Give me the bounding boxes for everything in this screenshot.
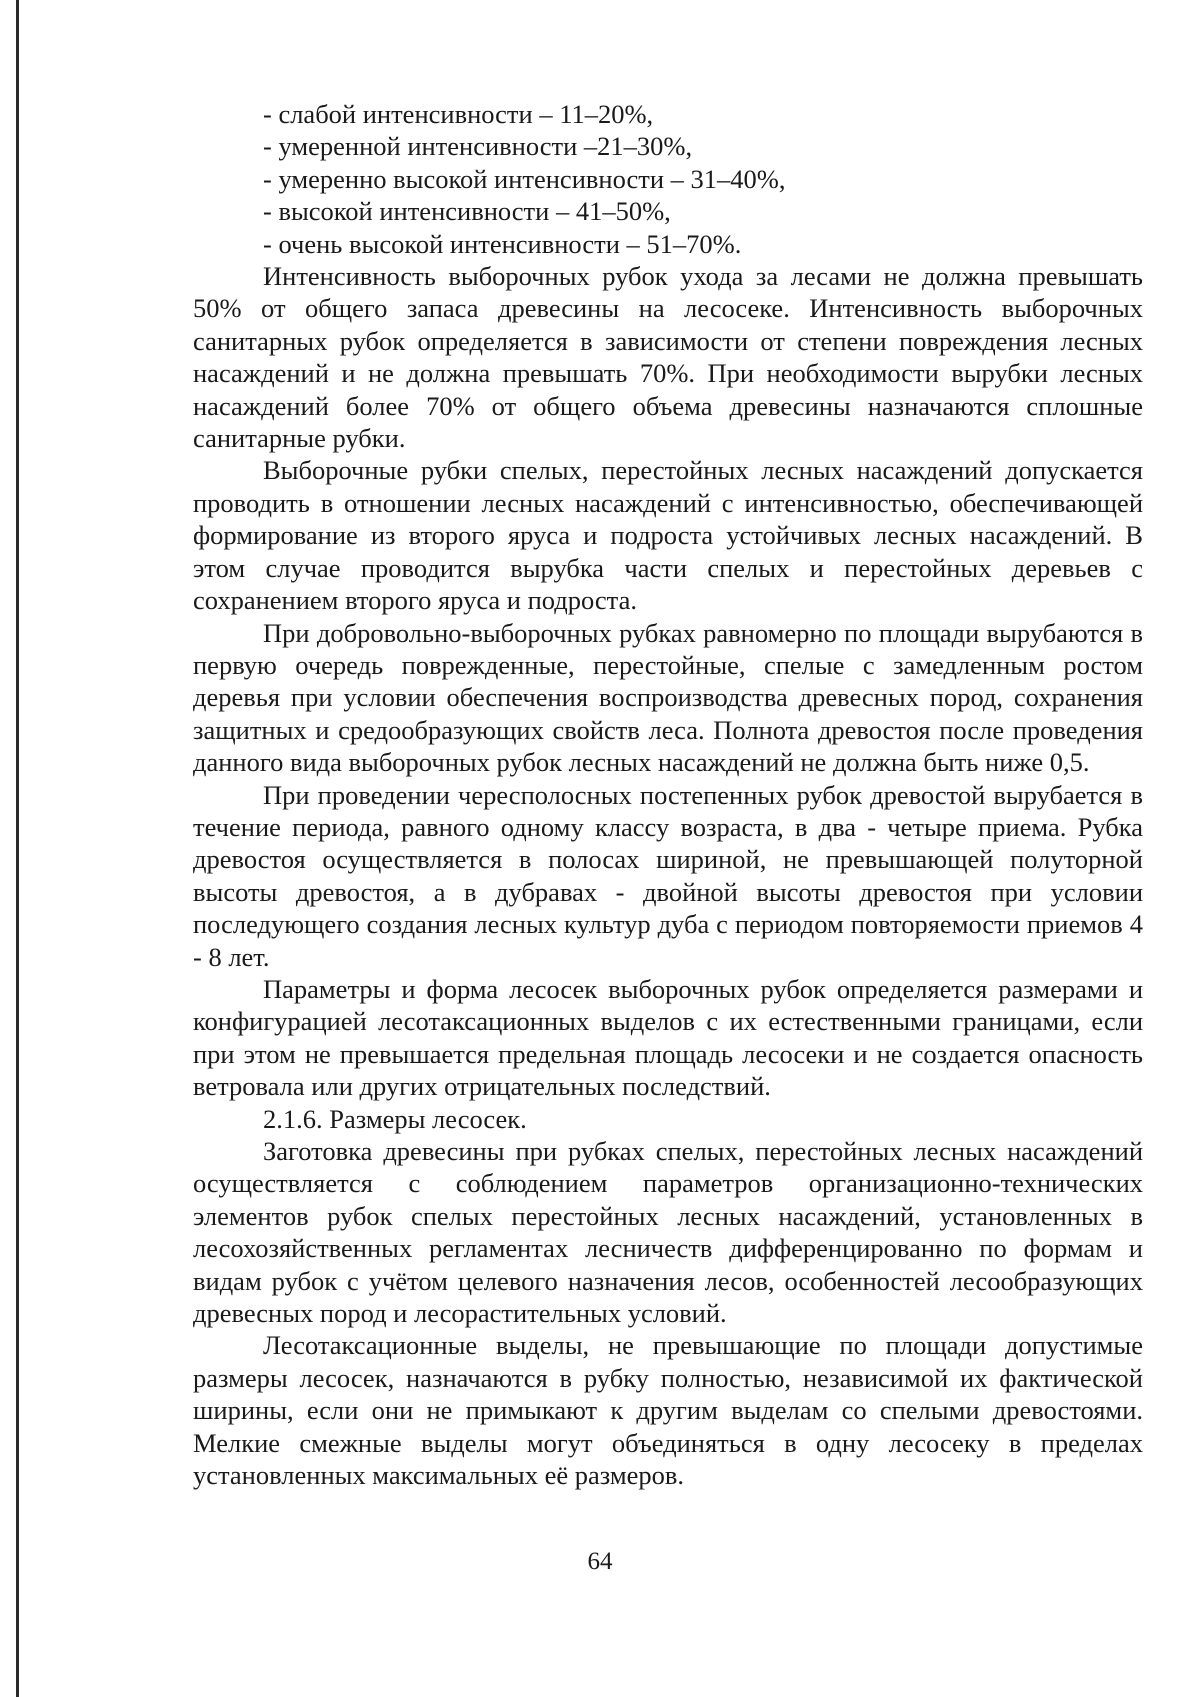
paragraph-strip-gradual: При проведении чересполосных постепенных рубок древостой вырубается в течение периода, равного одному классу возраста, в два - четыре приема. Рубка древостоя осуществляется в полосах шириной, не превышающей полуторной высоты древостоя, а в дубравах - двойной высоты древостоя при условии последующего создания лесных культур дуба с периодом повторяемости приемов 4 - 8 лет. <box>193 779 1143 972</box>
list-item-intensity-moderately-high: - умеренно высокой интенсивности – 31–40%, <box>263 163 786 194</box>
section-heading: 2.1.6. Размеры лесосек. <box>263 1103 527 1134</box>
list-item-intensity-weak: - слабой интенсивности – 11–20%, <box>263 99 654 129</box>
paragraph-timber-harvesting: Заготовка древесины при рубках спелых, перестойных лесных насаждений осуществляется с соблюдением параметров организационно-технических элементов рубок спелых перестойных лесных насаждений, установленных в лесохозяйственных регламентах лесничеств дифференцированно по формам и видам рубок с учётом целевого назначения лесов, особенностей лесообразующих древесных пород и лесорастительных условий. <box>193 1136 1143 1329</box>
paragraph-intensity-limits: Интенсивность выборочных рубок ухода за лесами не должна превышать 50% от общего запаса древесины на лесосеке. Интенсивность выборочных санитарных рубок определяется в зависимости от степени повреждения лесных насаждений и не должна превышать 70%. При необходимости вырубки лесных насаждений более 70% от общего объема древесины назначаются сплошные санитарные рубки. <box>193 261 1143 454</box>
document-body <box>193 98 1143 1491</box>
paragraph-cutting-area-parameters: Параметры и форма лесосек выборочных рубок определяется размерами и конфигурацией лесотаксационных выделов с их естественными границами, если при этом не превышается предельная площадь лесосеки и не создается опасность ветровала или других отрицательных последствий. <box>193 973 1143 1102</box>
paragraph-selective-mature-stands: Выборочные рубки спелых, перестойных лесных насаждений допускается проводить в отношении лесных насаждений с интенсивностью, обеспечивающей формирование из второго яруса и подроста устойчивых лесных насаждений. В этом случае проводится вырубка части спелых и перестойных деревьев с сохранением второго яруса и подроста. <box>193 455 1143 616</box>
scan-edge-line <box>16 0 19 1697</box>
list-item-intensity-high: - высокой интенсивности – 41–50%, <box>263 196 671 227</box>
list-item-intensity-moderate: - умеренной интенсивности –21–30%, <box>263 131 693 162</box>
list-item-intensity-very-high: - очень высокой интенсивности – 51–70%. <box>263 228 742 259</box>
paragraph-taxation-units: Лесотаксационные выделы, не превышающие по площади допустимые размеры лесосек, назначаются в рубку полностью, независимой их фактической ширины, если они не примыкают к другим выделам со спелыми древостоями. Мелкие смежные выделы могут объединяться в одну лесосеку в пределах установленных максимальных её размеров. <box>193 1330 1143 1491</box>
page-number: 64 <box>587 1548 613 1575</box>
paragraph-voluntary-selective: При добровольно-выборочных рубках равномерно по площади вырубаются в первую очередь поврежденные, перестойные, спелые с замедленным ростом деревья при условии обеспечения воспроизводства древесных пород, сохранения защитных и средообразующих свойств леса. Полнота древостоя после проведения данного вида выборочных рубок лесных насаждений не должна быть ниже 0,5. <box>193 617 1143 778</box>
